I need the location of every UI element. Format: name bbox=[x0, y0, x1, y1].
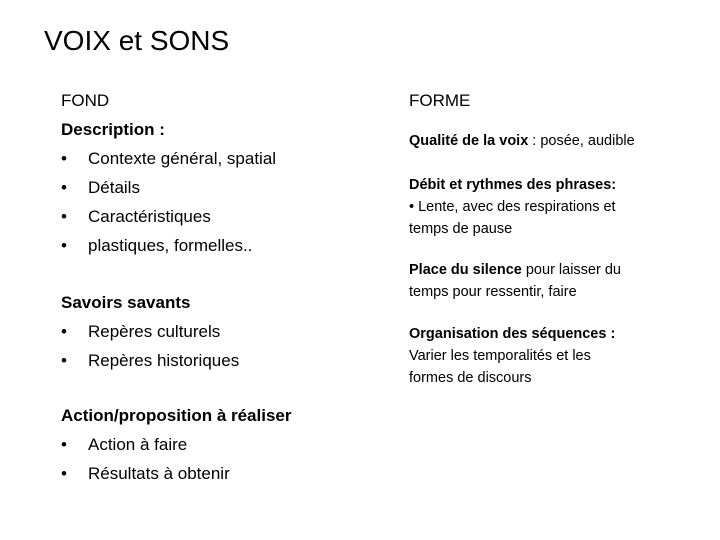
list-item bbox=[61, 430, 381, 459]
bullet: • bbox=[61, 464, 67, 483]
list-item bbox=[61, 144, 381, 173]
organisation-line-1: Varier les temporalités et les bbox=[409, 348, 591, 364]
list-item bbox=[61, 202, 381, 231]
list-item-text: Résultats à obtenir bbox=[88, 464, 230, 483]
description-label-text: Description : bbox=[61, 120, 165, 139]
action-label-text: Action/proposition à réaliser bbox=[61, 406, 292, 425]
bullet: • bbox=[61, 322, 67, 341]
list-item bbox=[61, 317, 381, 346]
list-item-text: Repères culturels bbox=[88, 322, 221, 341]
bullet: • bbox=[61, 149, 67, 168]
debit-block bbox=[409, 174, 699, 240]
description-label bbox=[61, 115, 381, 144]
bullet: • bbox=[61, 207, 67, 226]
qualite-block bbox=[409, 130, 699, 152]
spacer bbox=[61, 260, 381, 288]
list-item bbox=[61, 173, 381, 202]
slide-title: VOIX et SONS bbox=[44, 25, 230, 56]
list-item-text: Contexte général, spatial bbox=[88, 149, 277, 168]
savoirs-label bbox=[61, 288, 381, 317]
organisation-block bbox=[409, 323, 699, 389]
bullet: • bbox=[61, 351, 67, 370]
action-label bbox=[61, 401, 381, 430]
silence-block bbox=[409, 259, 699, 303]
organisation-label: Organisation des séquences : bbox=[409, 326, 616, 342]
debit-line-1: • Lente, avec des respirations et bbox=[409, 199, 616, 215]
forme-column bbox=[409, 86, 709, 386]
organisation-line-2: formes de discours bbox=[409, 370, 532, 386]
silence-label: Place du silence bbox=[409, 262, 522, 278]
fond-heading: FOND bbox=[61, 91, 110, 110]
debit-line-2: temps de pause bbox=[409, 221, 513, 237]
silence-text-1: pour laisser du bbox=[521, 262, 621, 278]
spacer bbox=[61, 375, 381, 401]
qualite-label: Qualité de la voix bbox=[409, 133, 529, 149]
debit-label: Débit et rythmes des phrases: bbox=[409, 177, 617, 193]
list-item-text: Repères historiques bbox=[88, 351, 240, 370]
list-item-text: plastiques, formelles.. bbox=[88, 236, 253, 255]
qualite-text: : posée, audible bbox=[528, 133, 635, 149]
list-item bbox=[61, 231, 381, 260]
fond-column bbox=[61, 86, 381, 488]
forme-heading: FORME bbox=[409, 91, 471, 110]
bullet: • bbox=[61, 236, 67, 255]
list-item-text: Détails bbox=[88, 178, 140, 197]
bullet: • bbox=[61, 178, 67, 197]
silence-line-2: temps pour ressentir, faire bbox=[409, 284, 577, 300]
list-item-text: Action à faire bbox=[88, 435, 188, 454]
list-item bbox=[61, 459, 381, 488]
savoirs-label-text: Savoirs savants bbox=[61, 293, 191, 312]
list-item bbox=[61, 346, 381, 375]
bullet: • bbox=[61, 435, 67, 454]
list-item-text: Caractéristiques bbox=[88, 207, 211, 226]
